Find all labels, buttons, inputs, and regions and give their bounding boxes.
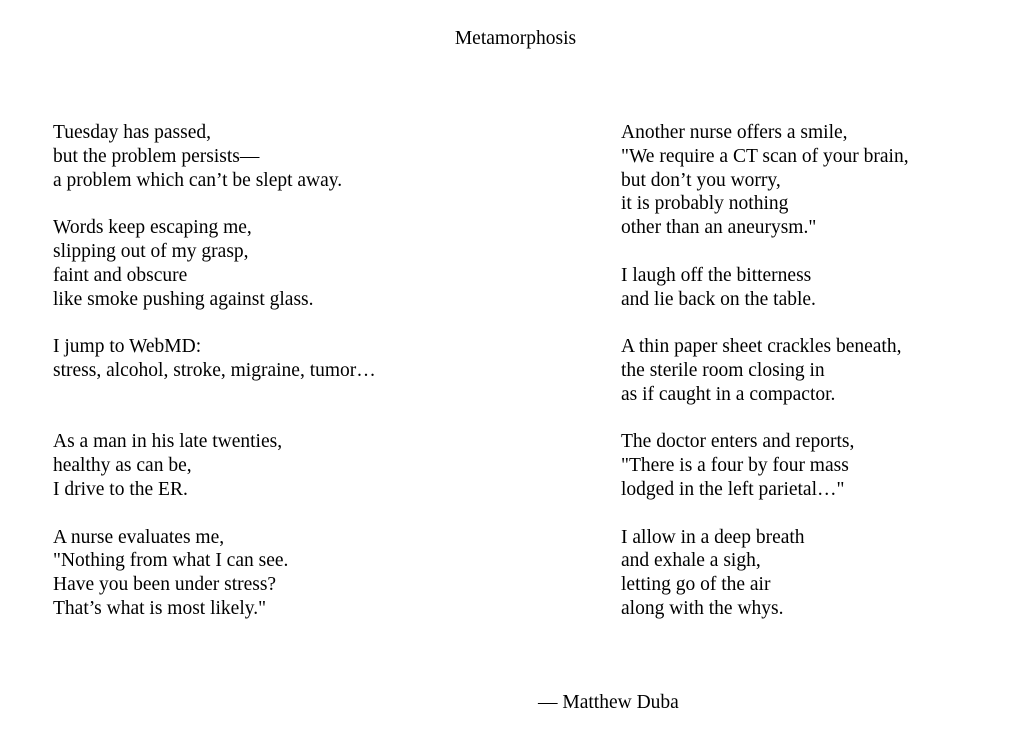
stanza [621, 335, 1011, 406]
poem-line: healthy as can be, [53, 455, 192, 477]
poem-line: along with the whys. [621, 597, 784, 619]
poem-line: "There is a four by four mass [621, 455, 849, 477]
poem-line: A thin paper sheet crackles beneath, [621, 336, 902, 358]
poem-line: and exhale a sigh, [621, 550, 761, 572]
poem-line: letting go of the air [621, 574, 771, 596]
poem-line: other than an aneurysm." [621, 217, 817, 239]
stanza [621, 526, 1011, 621]
poem-line: like smoke pushing against glass. [53, 288, 314, 310]
stanza [53, 335, 553, 383]
poem-right-column [621, 121, 1011, 645]
stanza [53, 216, 553, 311]
stanza [621, 430, 1011, 501]
poem-line: I drive to the ER. [53, 478, 188, 500]
poem-line: Another nurse offers a smile, [621, 122, 848, 143]
stanza [53, 430, 553, 501]
poem-line: "Nothing from what I can see. [53, 550, 289, 572]
poem-line: and lie back on the table. [621, 288, 816, 310]
poem-line: but don’t you worry, [621, 169, 781, 191]
poem-line: I allow in a deep breath [621, 526, 805, 548]
poem-line: A nurse evaluates me, [53, 526, 225, 548]
poem-line: Have you been under stress? [53, 574, 277, 596]
poem-line: "We require a CT scan of your brain, [621, 145, 909, 167]
poem-line: but the problem persists— [53, 145, 260, 167]
stanza [621, 121, 1011, 240]
poem-line: The doctor enters and reports, [621, 431, 855, 453]
author-signature: — Matthew Duba [538, 692, 679, 713]
poem-line: Tuesday has passed, [53, 122, 211, 143]
poem-line: I jump to WebMD: [53, 336, 202, 358]
poem-line: as if caught in a compactor. [621, 383, 836, 405]
poem-left-column [53, 121, 553, 645]
poem-line: Words keep escaping me, [53, 217, 252, 239]
stanza [53, 121, 553, 192]
stanza [53, 526, 553, 621]
poem-line: a problem which can’t be slept away. [53, 169, 343, 191]
poem-line: stress, alcohol, stroke, migraine, tumor… [53, 359, 376, 381]
poem-line: I laugh off the bitterness [621, 264, 812, 286]
poem-line: faint and obscure [53, 264, 188, 286]
poem-line: slipping out of my grasp, [53, 240, 249, 262]
poem-title: Metamorphosis [454, 28, 577, 49]
poem-line: it is probably nothing [621, 193, 789, 215]
poem-line: That’s what is most likely." [53, 597, 267, 619]
poem-line: lodged in the left parietal…" [621, 478, 845, 500]
poem-line: the sterile room closing in [621, 359, 825, 381]
poem-line: As a man in his late twenties, [53, 431, 283, 453]
stanza [621, 264, 1011, 312]
